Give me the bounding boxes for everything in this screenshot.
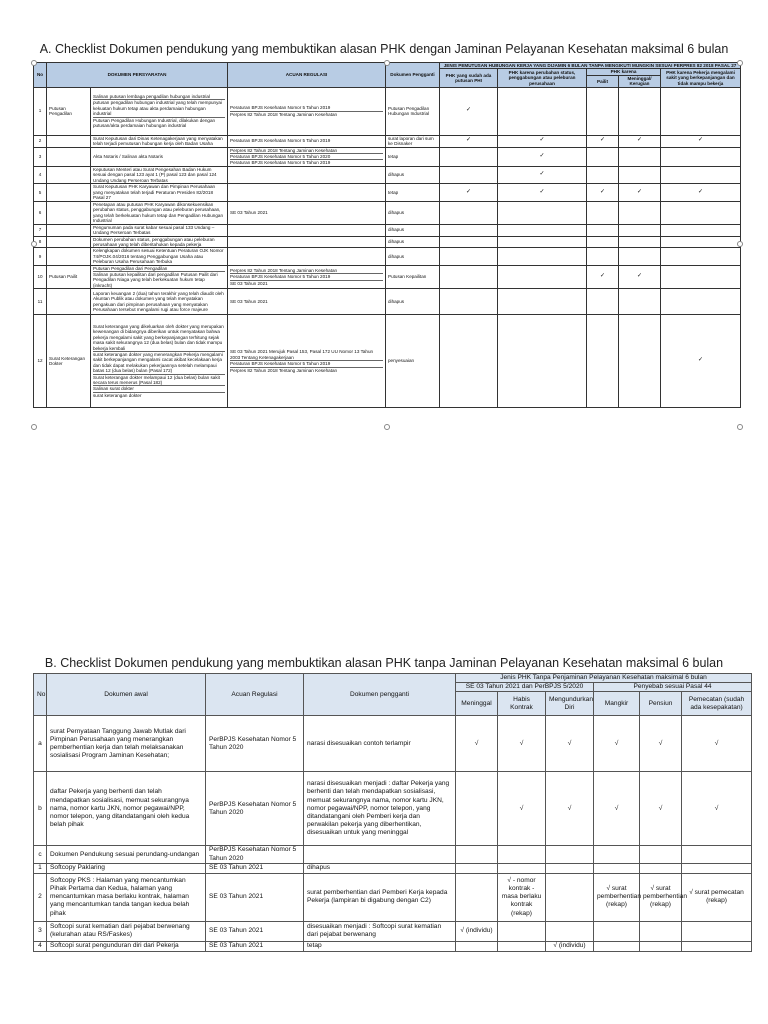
checkmark-cell xyxy=(498,941,546,951)
col-sub-header: Dokumen Pengganti xyxy=(386,63,440,88)
row-number: 11 xyxy=(34,289,47,315)
resize-handle[interactable] xyxy=(31,424,37,430)
checkmark-cell: ✓ xyxy=(587,184,619,202)
section-b-title: B. Checklist Dokumen pendukung yang membuktikan alasan PHK tanpa Jaminan Pelayanan Kesehatan maksimal 6 bulan xyxy=(44,656,724,670)
document-text: Salinan surat dokter xyxy=(93,386,225,392)
substitute-doc: dihapus xyxy=(386,289,440,315)
checkmark-cell xyxy=(498,315,587,408)
row-category xyxy=(47,147,91,166)
table-row xyxy=(34,289,741,315)
checkmark-cell xyxy=(440,265,498,289)
regulation-cell: SE 03 Tahun 2021 xyxy=(206,941,304,951)
row-number: 7 xyxy=(34,224,47,236)
table-row xyxy=(34,166,741,183)
row-category xyxy=(47,224,91,236)
regulation-text: SE 03 Tahun 2021 xyxy=(230,280,268,286)
checkmark-cell xyxy=(640,921,682,941)
document-text: Laporan keuangan 2 (dua) tahun terakhir yang telah diaudit oleh Akuntan Publik atau dokumen yang telah menyatakan pengakuan dari pimpinan perusahaan yang menyatakan Perusahaan tersebut mengalami rugi atau force majeure xyxy=(93,290,224,313)
regulation-text: Peraturan BPJS Kesehatan Nomor 5 Tahun 2019 xyxy=(230,274,383,280)
row-number: 1 xyxy=(34,863,47,873)
checkmark-cell: ✓ xyxy=(440,87,498,135)
substitute-doc: surat laporan dari sum ke Disnaker xyxy=(386,135,440,147)
row-number: 6 xyxy=(34,202,47,225)
checkmark-cell xyxy=(587,236,619,248)
checkmark-cell xyxy=(587,202,619,225)
regulation-text: Peraturan BPJS Kesehatan Nomor 5 Tahun 2019 xyxy=(230,361,383,367)
table-row xyxy=(34,87,741,135)
table-row xyxy=(34,202,741,225)
checkmark-cell: √ xyxy=(640,716,682,772)
table-row xyxy=(34,921,752,941)
checkmark-cell xyxy=(498,224,587,236)
row-number: 3 xyxy=(34,921,47,941)
table-row xyxy=(34,873,752,921)
resize-handle[interactable] xyxy=(737,60,743,66)
document-text: Surat Keputusan dari Dinas Ketenagakerjaan yang menyatakan telah terjadi pemutusan hubungan kerja oleh Badan Usaha xyxy=(93,135,223,147)
checkmark-cell xyxy=(619,236,661,248)
row-number: c xyxy=(34,846,47,863)
checkmark-cell xyxy=(594,846,640,863)
table-row xyxy=(34,772,752,846)
regulation-cell xyxy=(228,135,386,147)
checkmark-cell: √ surat pemecatan (rekap) xyxy=(682,873,752,921)
checkmark-cell xyxy=(640,941,682,951)
checkmark-cell xyxy=(661,265,741,289)
subgroup-header: SE 03 Tahun 2021 dan PerBPJS 5/2020 xyxy=(456,683,594,692)
checkmark-cell xyxy=(587,166,619,183)
substitute-doc: Putusan Kepailitan xyxy=(386,265,440,289)
document-cell xyxy=(91,87,228,135)
substitute-doc: dihapus xyxy=(386,224,440,236)
document-text: Salinan putusan lembaga pengadilan hubungan industrial xyxy=(93,94,225,100)
regulation-text: SE 03 Tahun 2021 xyxy=(230,210,268,216)
checkmark-cell xyxy=(456,772,498,846)
row-category xyxy=(47,166,91,183)
regulation-cell: SE 03 Tahun 2021 xyxy=(206,863,304,873)
checkmark-cell: √ xyxy=(498,772,546,846)
checkmark-cell: √ xyxy=(498,716,546,772)
checkmark-cell: √ surat pemberhentian (rekap) xyxy=(594,873,640,921)
phk-group-header: JENIS PEMUTUSAN HUBUNGAN KERJA YANG DIJAMIN 6 BULAN TANPA MENGIKUTI MUNGKIN SESUAI PERPRES 82 2018 PASAL 27 xyxy=(440,63,741,69)
checkmark-cell xyxy=(456,846,498,863)
checkmark-cell xyxy=(440,202,498,225)
checkmark-cell: ✓ xyxy=(619,135,661,147)
document-text: Salinan putusan kepailitan dari pengadilan Putusan Pailit dari Pengadilan Niaga yang telah berkekuatan hukum tetap (inkracht) xyxy=(93,271,218,288)
document-text: Surat keterangan dokter melampaui 12 (dua belas) bulan sakit secara terus menerus (Pasal 182) xyxy=(93,375,225,387)
row-number: 4 xyxy=(34,941,47,951)
checkmark-cell: √ xyxy=(546,716,594,772)
sub-col-header: Meninggal xyxy=(456,692,498,716)
regulation-cell: PerBPJS Kesehatan Nomor 5 Tahun 2020 xyxy=(206,716,304,772)
checkmark-cell xyxy=(661,202,741,225)
col-sub-header: Dokumen pengganti xyxy=(304,674,456,716)
row-number: 5 xyxy=(34,184,47,202)
substitute-doc: disesuaikan menjadi : Softcopi surat kematian dari pejabat berwenang xyxy=(304,921,456,941)
checkmark-cell xyxy=(546,921,594,941)
checkmark-cell xyxy=(440,289,498,315)
document-text: Akta Notaris / Salinan akta Notaris xyxy=(93,154,163,160)
row-category: Putusan Pailit xyxy=(47,265,91,289)
checkmark-cell: √ xyxy=(594,772,640,846)
row-category: Surat Keterangan Dokter xyxy=(47,315,91,408)
document-text: Surat keterangan yang dikeluarkan oleh dokter yang merupakan kewenangan di bidangnya diberikan untuk menyatakan bahwa pekerja mengalami sakit yang berkepanjangan terhitung sejak masa sakit sekurangnya 12 (dua belas) bulan dan tidak mampu bekerja kembali xyxy=(93,324,224,351)
regulation-cell xyxy=(228,202,386,225)
checklist-table-a xyxy=(33,62,741,408)
substitute-doc: surat pemberhentian dari Pemberi Kerja kepada Pekerja (lampiran bi digabung dengan C2) xyxy=(304,873,456,921)
document-text: Surat Keputusan PHK Karyawan dan Pimpinan Perusahaan yang menyatakan telah terjadi Peraturan Presiden 82/2018 Pasal 27 xyxy=(93,184,216,201)
checkmark-cell xyxy=(456,863,498,873)
regulation-text: Peraturan BPJS Kesehatan Nomor 5 Tahun 2020 xyxy=(230,154,383,160)
resize-handle[interactable] xyxy=(31,241,37,247)
document-cell xyxy=(91,236,228,248)
document-cell: daftar Pekerja yang berhenti dan telah mendapatkan sosialisasi, memuat sekurangnya nama, nomor kartu JKN, nomor pegawai/NPP, nomor telepon, yang ditandatangani oleh kedua belah pihak xyxy=(47,772,206,846)
row-category xyxy=(47,236,91,248)
checkmark-cell: √ xyxy=(682,772,752,846)
checkmark-cell xyxy=(498,202,587,225)
row-category xyxy=(47,289,91,315)
regulation-cell xyxy=(228,147,386,166)
resize-handle[interactable] xyxy=(31,60,37,66)
regulation-text: Perpres 82 Tahun 2018 Tentang Jaminan Kesehatan xyxy=(230,367,338,373)
substitute-doc: narasi disesuaikan contoh terlampir xyxy=(304,716,456,772)
checkmark-cell: ✓ xyxy=(440,184,498,202)
checkmark-cell xyxy=(440,147,498,166)
checkmark-cell xyxy=(619,248,661,265)
regulation-cell xyxy=(228,184,386,202)
checkmark-cell xyxy=(619,166,661,183)
checkmark-cell xyxy=(682,846,752,863)
document-cell: Softcopy Paklaring xyxy=(47,863,206,873)
table-row xyxy=(34,248,741,265)
substitute-doc: tetap xyxy=(304,941,456,951)
table-row xyxy=(34,236,741,248)
sub-col-header: Pailit xyxy=(587,75,619,87)
checkmark-cell xyxy=(594,921,640,941)
table-row xyxy=(34,863,752,873)
row-number: 9 xyxy=(34,248,47,265)
regulation-cell xyxy=(228,236,386,248)
checkmark-cell: ✓ xyxy=(587,135,619,147)
document-text: Kelengkapan dokumen sesuai Ketentuan Peraturan OJK Nomor 74/POJK.04/2016 tentang Penggabungan Usaha atau Peleburan Usaha Perusahaan Terbuka xyxy=(93,248,224,265)
row-number: 2 xyxy=(34,135,47,147)
document-text: Pengumuman pada surat kabar sesuai pasal 133 Undang – Undang Perseroan Terbatas xyxy=(93,224,215,236)
document-cell xyxy=(91,184,228,202)
regulation-cell xyxy=(228,315,386,408)
table-row xyxy=(34,147,741,166)
sub-col-header: PHK karena perubahan status, penggabungan atau peleburan perusahaan xyxy=(498,69,587,87)
col-reg-header: ACUAN REGULASI xyxy=(228,63,386,88)
col-no-header: No xyxy=(34,63,47,88)
checkmark-cell xyxy=(498,265,587,289)
row-category xyxy=(47,184,91,202)
sub-col-header: Mangkir xyxy=(594,692,640,716)
row-category xyxy=(47,248,91,265)
row-category: Putusan Pengadilan xyxy=(47,87,91,135)
sub-col-header: Meninggal/ Kerugian xyxy=(619,75,661,87)
regulation-cell xyxy=(228,248,386,265)
checkmark-cell xyxy=(498,236,587,248)
sub-group-header: PHK karena xyxy=(587,69,661,75)
checkmark-cell xyxy=(661,289,741,315)
regulation-cell xyxy=(228,265,386,289)
sub-col-header: PHK karena Pekerja mengalami sakit yang berkepanjangan dan tidak mampu bekerja xyxy=(661,69,741,87)
phk-group-header: Jenis PHK Tanpa Penjaminan Pelayanan Kesehatan maksimal 6 bulan xyxy=(456,674,752,683)
regulation-text: Peraturan BPJS Kesehatan Nomor 5 Tahun 2019 xyxy=(230,138,331,144)
checkmark-cell xyxy=(587,289,619,315)
sub-col-header: Mengundurkan Diri xyxy=(546,692,594,716)
checkmark-cell: ✓ xyxy=(498,135,587,147)
checkmark-cell xyxy=(661,248,741,265)
resize-handle[interactable] xyxy=(737,241,743,247)
regulation-text: Peraturan BPJS Kesehatan Nomor 5 Tahun 2019 xyxy=(230,160,331,166)
checkmark-cell xyxy=(587,224,619,236)
document-text: Putusan Pengadilan dari Pengadilan xyxy=(93,266,225,272)
row-category xyxy=(47,202,91,225)
row-number: 12 xyxy=(34,315,47,408)
checkmark-cell xyxy=(440,315,498,408)
checkmark-cell: √ (individu) xyxy=(456,921,498,941)
document-text: surat keterangan dokter xyxy=(93,392,142,398)
document-cell xyxy=(91,147,228,166)
table-row xyxy=(34,315,741,408)
checkmark-cell xyxy=(661,236,741,248)
checkmark-cell xyxy=(594,941,640,951)
checkmark-cell: ✓ xyxy=(619,184,661,202)
checkmark-cell xyxy=(661,147,741,166)
checkmark-cell: √ - nomor kontrak - masa berlaku kontrak (rekap) xyxy=(498,873,546,921)
checkmark-cell xyxy=(440,236,498,248)
checkmark-cell xyxy=(546,846,594,863)
document-cell xyxy=(91,224,228,236)
document-text: Penetapan atau putusan PHK Karyawan dikonsekuensikan perubahan status, penggabungan atau peleburan perusahaan, yang telah berkekuatan hukum tetap dan Pengadilan Hubungan Industrial xyxy=(93,202,223,224)
row-number: 1 xyxy=(34,87,47,135)
checkmark-cell xyxy=(594,863,640,873)
document-cell: Softcopi surat kematian dari pejabat berwenang (kelurahan atau RS/Faskes) xyxy=(47,921,206,941)
row-number: 8 xyxy=(34,236,47,248)
checkmark-cell xyxy=(619,315,661,408)
document-cell xyxy=(91,289,228,315)
checkmark-cell: ✓ xyxy=(498,166,587,183)
document-text: Keputusan Menteri atau Surat Pengesahan Badan Hukum sesuai dengan pasal 123 ayat 1 (P) pasal 123 dan pasal 124 Undang Undang Perseroan Terbatas xyxy=(93,166,217,183)
checkmark-cell xyxy=(456,873,498,921)
checkmark-cell xyxy=(619,289,661,315)
checkmark-cell: √ (individu) xyxy=(546,941,594,951)
regulation-cell: PerBPJS Kesehatan Nomor 5 Tahun 2020 xyxy=(206,772,304,846)
document-cell: Softcopi surat pengunduran diri dari Pekerja xyxy=(47,941,206,951)
sub-col-header: Pensiun xyxy=(640,692,682,716)
document-cell: surat Pernyataan Tanggung Jawab Mutlak dari Pimpinan Perusahaan yang menerangkan pemberhentian kerja dan telah melaksanakan sosialisasi Program Jaminan Kesehatan; xyxy=(47,716,206,772)
table-row xyxy=(34,716,752,772)
checkmark-cell xyxy=(546,873,594,921)
regulation-cell: SE 03 Tahun 2021 xyxy=(206,873,304,921)
document-cell: Dokumen Pendukung sesuai perundang-undangan xyxy=(47,846,206,863)
document-cell xyxy=(91,315,228,408)
document-cell xyxy=(91,166,228,183)
checkmark-cell xyxy=(619,224,661,236)
checkmark-cell xyxy=(661,87,741,135)
checkmark-cell xyxy=(587,248,619,265)
substitute-doc: tetap xyxy=(386,147,440,166)
checkmark-cell xyxy=(587,315,619,408)
checkmark-cell xyxy=(498,289,587,315)
checkmark-cell xyxy=(682,941,752,951)
checkmark-cell: √ xyxy=(594,716,640,772)
substitute-doc: penyesuaian xyxy=(386,315,440,408)
substitute-doc xyxy=(304,846,456,863)
substitute-doc: Putusan Pengadilan Hubungan Industrial xyxy=(386,87,440,135)
checkmark-cell xyxy=(546,863,594,873)
subgroup-header: Penyebab sesuai Pasal 44 xyxy=(594,683,752,692)
checkmark-cell xyxy=(619,202,661,225)
checkmark-cell: ✓ xyxy=(661,135,741,147)
checkmark-cell: ✓ xyxy=(498,184,587,202)
checkmark-cell xyxy=(640,863,682,873)
regulation-cell xyxy=(228,87,386,135)
document-cell xyxy=(91,265,228,289)
substitute-doc: dihapus xyxy=(386,202,440,225)
regulation-text: SE 03 Tahun 2021 xyxy=(230,298,268,304)
checkmark-cell xyxy=(440,248,498,265)
checkmark-cell xyxy=(440,224,498,236)
document-cell xyxy=(91,202,228,225)
resize-handle[interactable] xyxy=(384,60,390,66)
regulation-text: Peraturan BPJS Kesehatan Nomor 5 Tahun 2019 xyxy=(230,105,383,111)
regulation-cell: PerBPJS Kesehatan Nomor 5 Tahun 2020 xyxy=(206,846,304,863)
regulation-cell xyxy=(228,289,386,315)
checkmark-cell xyxy=(682,863,752,873)
sub-col-header: Habis Kontrak xyxy=(498,692,546,716)
substitute-doc: dihapus xyxy=(386,248,440,265)
checklist-table-b xyxy=(33,673,752,952)
checkmark-cell xyxy=(682,921,752,941)
checkmark-cell xyxy=(587,147,619,166)
substitute-doc: dihapus xyxy=(386,166,440,183)
checkmark-cell xyxy=(587,87,619,135)
row-number: 3 xyxy=(34,147,47,166)
checkmark-cell xyxy=(619,87,661,135)
sub-col-header: Pemecatan (sudah ada kesepakatan) xyxy=(682,692,752,716)
regulation-cell: SE 03 Tahun 2021 xyxy=(206,921,304,941)
checkmark-cell xyxy=(498,863,546,873)
checkmark-cell xyxy=(498,248,587,265)
checkmark-cell xyxy=(440,166,498,183)
substitute-doc: dihapus xyxy=(304,863,456,873)
table-row xyxy=(34,135,741,147)
regulation-cell xyxy=(228,166,386,183)
document-cell: Softcopy PKS : Halaman yang mencantumkan Pihak Pertama dan Kedua, halaman yang mencantumkan masa berlaku kontrak, halaman yang mencantumkan tanda tangan kedua belah pihak xyxy=(47,873,206,921)
checkmark-cell: √ surat pemberhentian (rekap) xyxy=(640,873,682,921)
resize-handle[interactable] xyxy=(384,424,390,430)
col-reg-header: Acuan Regulasi xyxy=(206,674,304,716)
col-no-header: No xyxy=(34,674,47,716)
regulation-text: Perpres 82 Tahun 2018 Tentang Jaminan Kesehatan xyxy=(230,268,383,274)
document-text: putusan pengadilan hubungan industrial yang telah mempunyai kekuatan hukum tetap atau akta perdamaian hubungan industrial xyxy=(93,100,225,117)
checkmark-cell: ✓ xyxy=(661,184,741,202)
document-text: Dokumen perubahan status, penggabungan atau peleburan perusahaan yang telah diberitahukan kepada pekerja xyxy=(93,236,215,247)
document-cell xyxy=(91,135,228,147)
row-number: 10 xyxy=(34,265,47,289)
substitute-doc: dihapus xyxy=(386,236,440,248)
regulation-text: SE 03 Tahun 2021 Merujuk Pasal 153, Pasal 172 UU Nomor 13 Tahun 2003 Tentang Ketenagakerjaan xyxy=(230,349,383,361)
checkmark-cell xyxy=(498,921,546,941)
col-doc-header: Dokumen awal xyxy=(47,674,206,716)
checkmark-cell: √ xyxy=(640,772,682,846)
substitute-doc: tetap xyxy=(386,184,440,202)
row-number: 4 xyxy=(34,166,47,183)
table-row xyxy=(34,941,752,951)
regulation-text: Perpres 82 Tahun 2018 Tentang Jaminan Kesehatan xyxy=(230,111,338,117)
checkmark-cell xyxy=(456,941,498,951)
document-text: Putusan Pengadilan Hubungan Industrial, dilakukan dengan putusan/akta perdamaian hubungan industrial xyxy=(93,117,216,128)
document-text: surat keterangan dokter yang menerangkan Pekerja mengalami sakit berkepanjangan mengalami cacat akibat kecelakaan kerja dan tidak dapat melakukan pekerjaannya setelah melampaui batas 12 (dua belas) bulan (Pasal 172) xyxy=(93,352,225,375)
checkmark-cell: √ xyxy=(546,772,594,846)
table-row xyxy=(34,224,741,236)
regulation-text: Perpres 82 Tahun 2018 Tentang Jaminan Kesehatan xyxy=(230,148,383,154)
checkmark-cell: ✓ xyxy=(498,147,587,166)
resize-handle[interactable] xyxy=(737,424,743,430)
row-category xyxy=(47,135,91,147)
row-number: 2 xyxy=(34,873,47,921)
checkmark-cell: √ xyxy=(456,716,498,772)
regulation-cell xyxy=(228,224,386,236)
checkmark-cell xyxy=(640,846,682,863)
col-doc-header: DOKUMEN PERSYARATAN xyxy=(47,63,228,88)
row-number: b xyxy=(34,772,47,846)
table-row xyxy=(34,265,741,289)
sub-col-header: PHK yang sudah ada putusan PHI xyxy=(440,69,498,87)
checkmark-cell: ✓ xyxy=(587,265,619,289)
checkmark-cell: ✓ xyxy=(661,315,741,408)
table-row xyxy=(34,184,741,202)
section-a-title: A. Checklist Dokumen pendukung yang membuktikan alasan PHK dengan Jaminan Pelayanan Kesehatan maksimal 6 bulan xyxy=(39,42,729,56)
checkmark-cell xyxy=(661,224,741,236)
checkmark-cell xyxy=(619,147,661,166)
row-number: a xyxy=(34,716,47,772)
table-row xyxy=(34,846,752,863)
checkmark-cell xyxy=(498,846,546,863)
checkmark-cell: ✓ xyxy=(619,265,661,289)
checkmark-cell: ✓ xyxy=(440,135,498,147)
checkmark-cell xyxy=(498,87,587,135)
checkmark-cell xyxy=(661,166,741,183)
checkmark-cell: √ xyxy=(682,716,752,772)
substitute-doc: narasi disesuaikan menjadi : daftar Pekerja yang berhenti dan telah mendapatkan sosialisasi, memuat sekurangnya nama, nomor kartu JKN, nomor pegawai/NPP, nomor telepon, yang ditandatangani oleh Pemberi kerja dan perwakilan pekerja yang diberhentikan, disesuaikan untuk yang meninggal xyxy=(304,772,456,846)
document-cell xyxy=(91,248,228,265)
